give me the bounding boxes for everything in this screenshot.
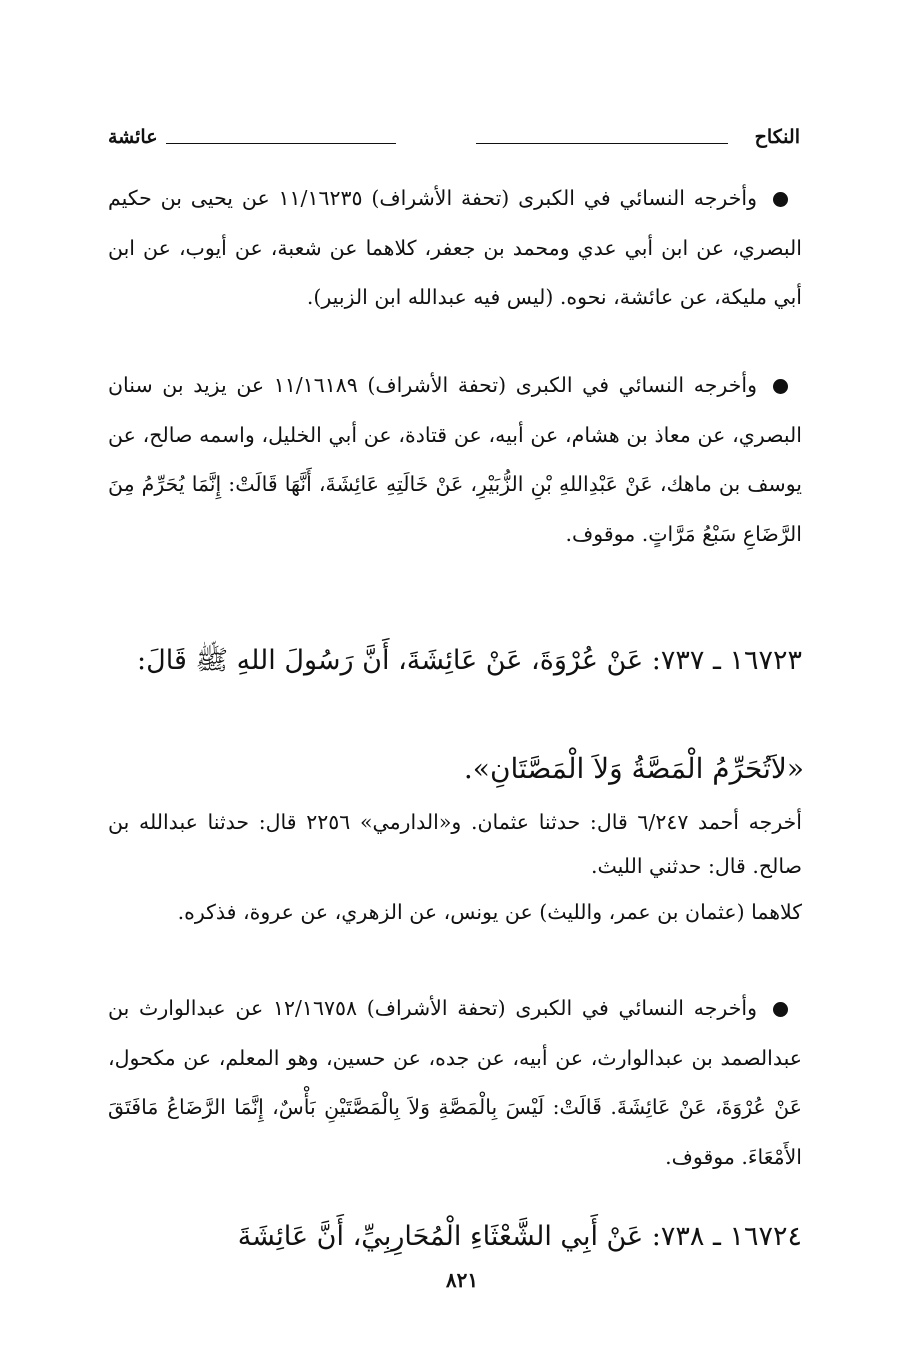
paragraph-text: وأخرجه النسائي في الكبرى (تحفة الأشراف) ١١/١٦١٨٩ عن يزيد بن سنان البصري، عن معاذ بن هشام، عن أبيه، عن قتادة، عن أبي الخليل، واسمه صالح، عن يوسف بن ماهك، عَنْ عَبْدِاللهِ بْنِ الزُّبَيْرِ، عَنْ خَالَتِهِ عَائِشَةَ، أَنَّهَا قَالَتْ: إِنَّمَا يُحَرِّمُ مِنَ الرَّضَاعِ سَبْعُ مَرَّاتٍ. موقوف. [108,373,802,546]
page-number: ٨٢١ [445,1268,479,1292]
bullet-icon [773,192,788,207]
hadith-738: ١٦٧٢٤ ـ ٧٣٨: عَنْ أَبِي الشَّعْثَاءِ الْمُحَارِبِيِّ، أَنَّ عَائِشَةَ [237,1221,802,1252]
hadith-737-quote: «لاَتُحَرِّمُ الْمَصَّةُ وَلاَ الْمَصَّتَانِ». [463,752,804,785]
paragraph-nasai-3 [108,984,802,1182]
header-rule-left [166,143,396,144]
takhrij-note-1: أخرجه أحمد ٦/٢٤٧ قال: حدثنا عثمان. و«الدارمي» ٢٢٥٦ قال: حدثنا عبدالله بن صالح. قال: حدثني الليث. [108,810,803,878]
paragraph-nasai-1 [108,174,802,323]
takhrij-note-2: كلاهما (عثمان بن عمر، والليث) عن يونس، عن الزهري، عن عروة، فذكره. [177,900,802,924]
bullet-icon [773,1002,788,1017]
section-title: عائشة [108,126,158,148]
header-rule-right [476,143,728,144]
paragraph-nasai-2 [108,361,802,559]
bullet-icon [773,379,788,394]
running-header [108,126,800,156]
paragraph-text: وأخرجه النسائي في الكبرى (تحفة الأشراف) ١٢/١٦٧٥٨ عن عبدالوارث بن عبدالصمد بن عبدالوارث، عن أبيه، عن جده، عن حسين، وهو المعلم، عن مكحول، عَنْ عُرْوَةَ، عَنْ عَائِشَةَ. قَالَتْ: لَيْسَ بِالْمَصَّةِ وَلاَ بِالْمَصَّتَيْنِ بَأْسٌ، إِنَّمَا الرَّضَاعُ مَافَتَقَ الأَمْعَاءَ. موقوف. [108,996,802,1169]
hadith-737: ١٦٧٢٣ ـ ٧٣٧: عَنْ عُرْوَةَ، عَنْ عَائِشَةَ، أَنَّ رَسُولَ اللهِ ﷺ قَالَ: [137,645,802,676]
chapter-title: النكاح [754,126,800,148]
paragraph-text: وأخرجه النسائي في الكبرى (تحفة الأشراف) ١١/١٦٢٣٥ عن يحيى بن حكيم البصري، عن ابن أبي عدي ومحمد بن جعفر، كلاهما عن شعبة، عن أيوب، عن ابن أبي مليكة، عن عائشة، نحوه. (ليس فيه عبدالله ابن الزبير). [108,186,802,309]
